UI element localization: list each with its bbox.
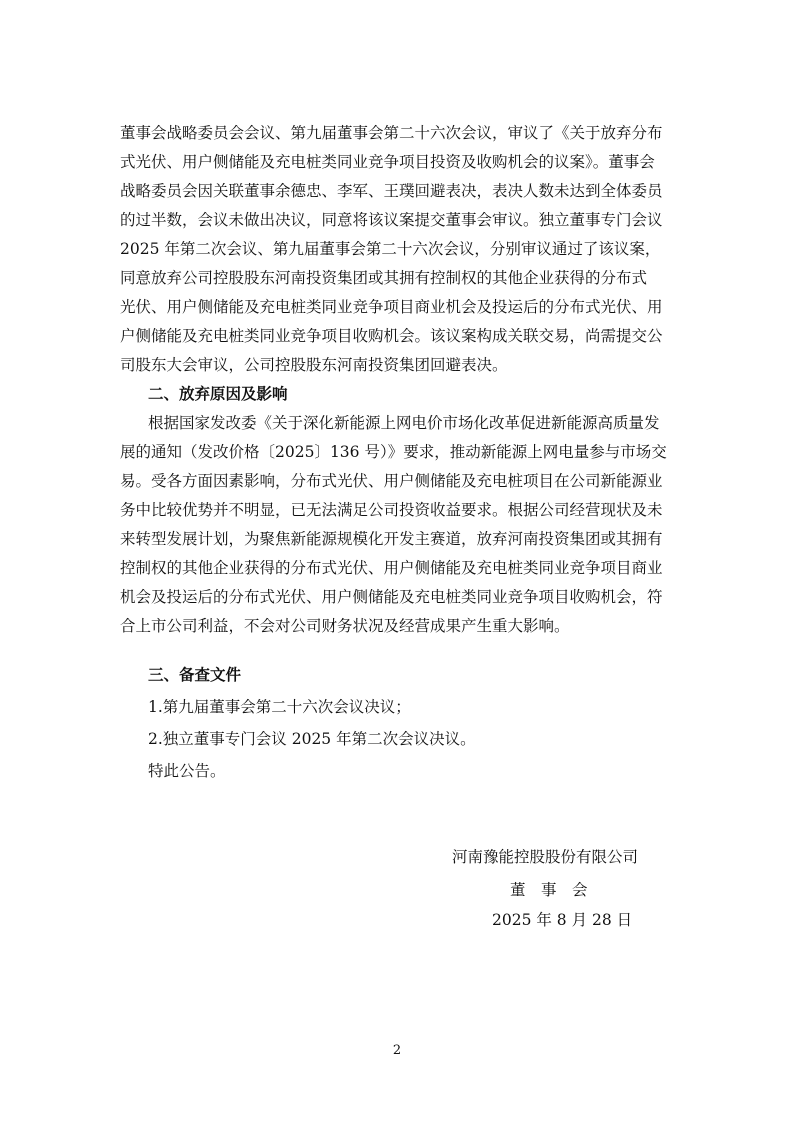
signature-board: 董 事 会 bbox=[510, 881, 588, 899]
para2-line-6: 控制权的其他企业获得的分布式光伏、用户侧储能及充电桩类同业竞争项目商业 bbox=[120, 559, 663, 577]
para1-line-2: 式光伏、用户侧储能及充电桩类同业竞争项目投资及收购机会的议案》。董事会 bbox=[120, 153, 655, 171]
para1-line-5: 2025 年第二次会议、第九届董事会第二十六次会议，分别审议通过了该议案， bbox=[120, 240, 661, 258]
reference-item-1: 1.第九届董事会第二十六次会议决议； bbox=[148, 698, 411, 716]
para2-line-1: 根据国家发改委《关于深化新能源上网电价市场化改革促进新能源高质量发 bbox=[148, 414, 660, 432]
para2-line-4: 务中比较优势并不明显，已无法满足公司投资收益要求。根据公司经营现状及未 bbox=[120, 501, 663, 519]
closing-text: 特此公告。 bbox=[148, 762, 226, 780]
para1-line-9: 司股东大会审议，公司控股股东河南投资集团回避表决。 bbox=[120, 356, 508, 374]
para2-line-3: 易。受各方面因素影响，分布式光伏、用户侧储能及充电桩项目在公司新能源业 bbox=[120, 472, 663, 490]
para1-line-3: 战略委员会因关联董事余德忠、李军、王璞回避表决，表决人数未达到全体委员 bbox=[120, 182, 663, 200]
para2-line-8: 合上市公司利益，不会对公司财务状况及经营成果产生重大影响。 bbox=[120, 617, 570, 635]
para2-line-2: 展的通知（发改价格〔2025〕136 号）》要求，推动新能源上网电量参与市场交 bbox=[120, 443, 667, 461]
para2-line-7: 机会及投运后的分布式光伏、用户侧储能及充电桩类同业竞争项目收购机会，符 bbox=[120, 588, 663, 606]
signature-date: 2025 年 8 月 28 日 bbox=[492, 911, 633, 929]
para1-line-8: 户侧储能及充电桩类同业竞争项目收购机会。该议案构成关联交易，尚需提交公 bbox=[120, 327, 663, 345]
para1-line-7: 光伏、用户侧储能及充电桩类同业竞争项目商业机会及投运后的分布式光伏、用 bbox=[120, 298, 663, 316]
page-number: 2 bbox=[392, 1043, 402, 1058]
para1-line-1: 董事会战略委员会会议、第九届董事会第二十六次会议，审议了《关于放弃分布 bbox=[120, 124, 663, 142]
signature-company: 河南豫能控股股份有限公司 bbox=[452, 848, 639, 866]
section-heading-3: 三、备查文件 bbox=[148, 665, 242, 684]
reference-item-2: 2.独立董事专门会议 2025 年第二次会议决议。 bbox=[148, 730, 476, 748]
para1-line-6: 同意放弃公司控股股东河南投资集团或其拥有控制权的其他企业获得的分布式 bbox=[120, 269, 648, 287]
section-heading-2: 二、放弃原因及影响 bbox=[148, 384, 288, 403]
para1-line-4: 的过半数，会议未做出决议，同意将该议案提交董事会审议。独立董事专门会议 bbox=[120, 211, 663, 229]
para2-line-5: 来转型发展计划，为聚焦新能源规模化开发主赛道，放弃河南投资集团或其拥有 bbox=[120, 530, 663, 548]
